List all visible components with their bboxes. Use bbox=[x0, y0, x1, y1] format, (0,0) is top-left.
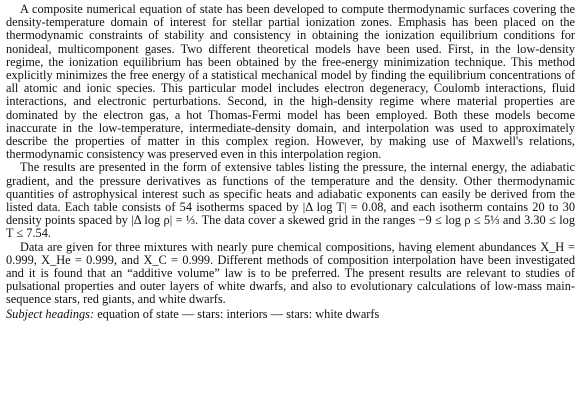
subject-headings bbox=[6, 308, 575, 321]
abstract-paragraph-1: A composite numerical equation of state has been developed to compute thermodynamic surfaces covering the density-temperature domain of interest for stellar partial ionization zones. Emphasis has been placed on the thermodynamic constraints of stability and consistency in obtaining the ionization equilibrium conditions for nonideal, multicomponent gases. Two different theoretical models have been used. First, in the low-density regime, the ionization equilibrium has been obtained by the free-energy minimization technique. This method explicitly minimizes the free energy of a statistical mechanical model by finding the equilibrium concentrations of all atomic and ionic species. This particular model includes electron degeneracy, Coulomb interactions, fluid interactions, and electronic perturbations. Second, in the high-density regime where material properties are dominated by the electron gas, a hot Thomas-Fermi model has been employed. Both these models become inaccurate in the low-temperature, intermediate-density domain, and interpolation was used to approximately describe the properties of matter in this complex region. However, by making use of Maxwell's relations, thermodynamic consistency was preserved even in this interpolation region. bbox=[6, 2, 575, 162]
subject-headings-label: Subject headings: bbox=[6, 306, 95, 321]
abstract-paragraph-2: The results are presented in the form of extensive tables listing the pressure, the internal energy, the adiabatic gradient, and the pressure derivatives as functions of the temperature and the density. Other thermodynamic quantities of astrophysical interest such as specific heats and adiabatic exponents can easily be derived from the listed data. Each table consists of 54 isotherms spaced by |Δ log T| = 0.08, and each isotherm contains 20 to 30 density points spaced by |Δ log ρ| = ⅓. The data cover a skewed grid in the ranges −9 ≤ log ρ ≤ 5⅓ and 3.30 ≤ log T ≤ 7.54. bbox=[6, 160, 575, 241]
subject-headings-text: equation of state — stars: interiors — stars: white dwarfs bbox=[97, 306, 380, 321]
abstract-paragraph-3: Data are given for three mixtures with nearly pure chemical compositions, having element abundances X_H = 0.999, X_He = 0.999, and X_C = 0.999. Different methods of composition interpolation have been investigated and it is found that an “additive volume” law is to be preferred. The present results are relevant to studies of pulsational properties and outer layers of white dwarfs, and also to evolutionary calculations of low-mass main-sequence stars, red giants, and white dwarfs. bbox=[6, 239, 575, 307]
